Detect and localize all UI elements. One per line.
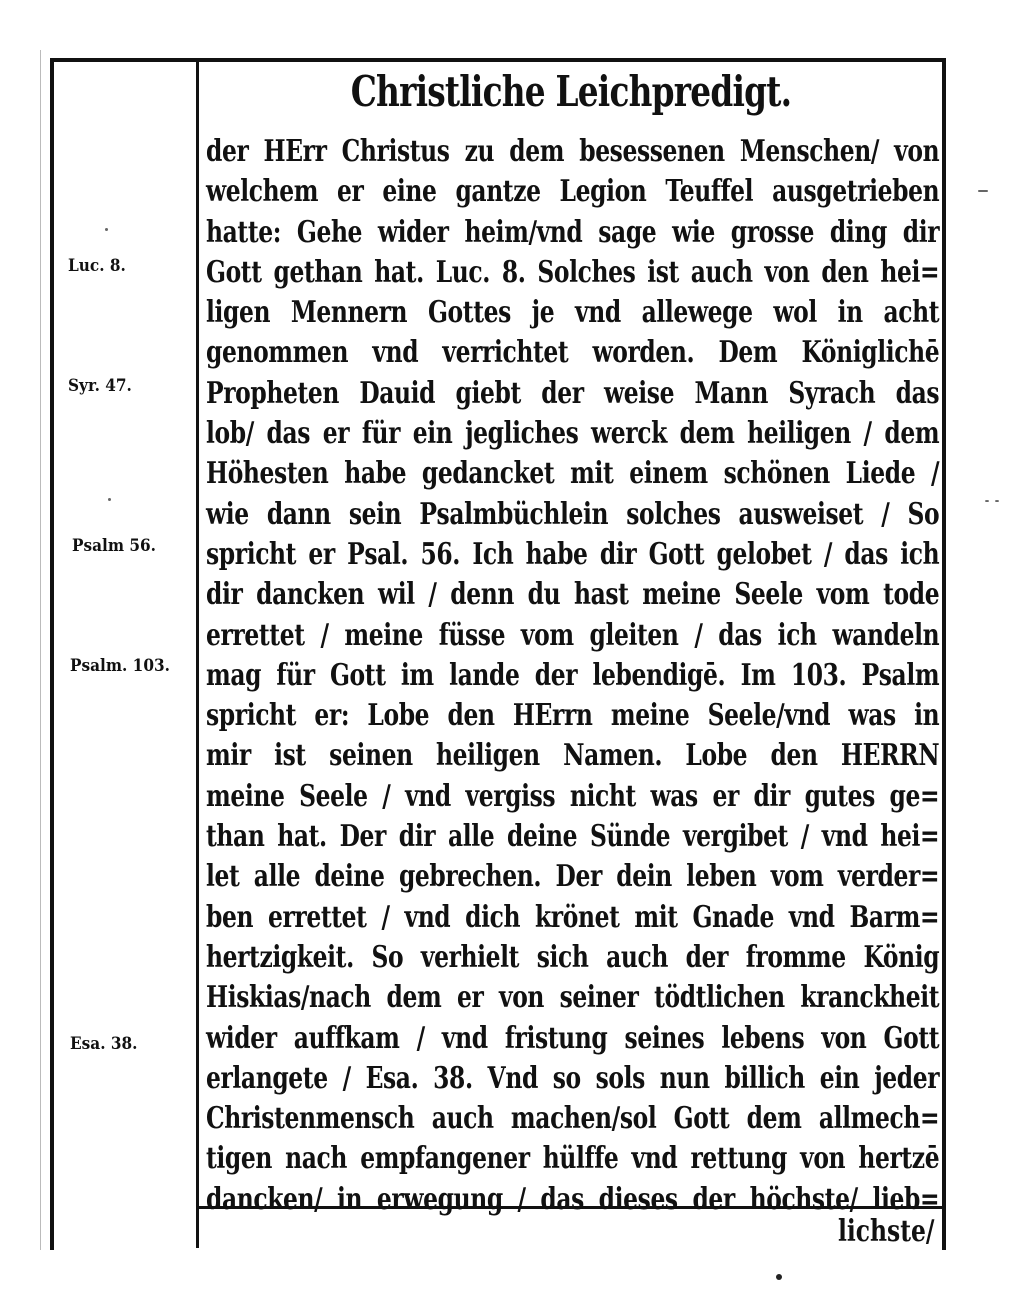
paper-speck	[985, 500, 989, 502]
body-line: hatte: Gehe wider heim/vnd sage wie grosse ding dir	[206, 214, 940, 250]
frame-rule-left	[50, 58, 54, 1250]
body-line: spricht er: Lobe den HErrn meine Seele/vnd was in	[206, 698, 940, 734]
body-line: let alle deine gebrechen. Der dein leben vom verder=	[206, 859, 940, 895]
body-line: genommen vnd verrichtet worden. Dem Königlichē	[206, 335, 940, 371]
body-line: mir ist seinen heiligen Namen. Lobe den HERRN	[206, 738, 940, 774]
body-line: wider auffkam / vnd fristung seines lebens von Gott	[206, 1020, 940, 1056]
paper-speck	[978, 190, 988, 192]
body-line: than hat. Der dir alle deine Sünde vergibet / vnd hei=	[206, 819, 940, 855]
margin-divider-rule	[196, 58, 199, 1248]
body-line: mag für Gott im lande der lebendigē. Im 103. Psalm	[206, 657, 940, 693]
catchword: lichste/	[838, 1214, 935, 1249]
paper-speck	[105, 228, 108, 231]
margin-note-psalm-103: Psalm. 103.	[70, 656, 170, 676]
body-line: dancken/ in erwegung / das dieses der höchste/ lieb=	[206, 1181, 940, 1217]
body-line: ben errettet / vnd dich krönet mit Gnade vnd Barm=	[206, 899, 940, 935]
body-line: Hiskias/nach dem er von seiner tödtlichen kranckheit	[206, 980, 940, 1016]
paper-speck	[776, 1274, 782, 1280]
body-line: lob/ das er für ein jegliches werck dem heiligen / dem	[206, 416, 940, 452]
body-line: ligen Mennern Gottes je vnd allewege wol in acht	[206, 295, 940, 331]
body-line: der HErr Christus zu dem besessenen Menschen/ von	[206, 134, 940, 169]
paper-speck	[108, 498, 111, 501]
body-line: Höhesten habe gedancket mit einem schönen Liede /	[206, 456, 940, 492]
body-line: erlangete / Esa. 38. Vnd so sols nun billich ein jeder	[206, 1060, 940, 1096]
body-line: dir dancken wil / denn du hast meine Seele vom tode	[206, 577, 940, 613]
margin-note-psalm-56: Psalm 56.	[72, 536, 156, 556]
margin-note-esa: Esa. 38.	[70, 1034, 138, 1054]
body-line: hertzigkeit. So verhielt sich auch der fromme König	[206, 939, 940, 975]
body-line: spricht er Psal. 56. Ich habe dir Gott gelobet / das ich	[206, 536, 940, 572]
page-edge	[40, 50, 41, 1250]
body-line: Christenmensch auch machen/sol Gott dem allmech=	[206, 1101, 940, 1137]
frame-rule-top	[50, 58, 946, 62]
margin-note-syr: Syr. 47.	[68, 376, 132, 396]
body-line: errettet / meine füsse vom gleiten / das ich wandeln	[206, 617, 940, 653]
body-line: Propheten Dauid giebt der weise Mann Syrach das	[206, 375, 940, 411]
paper-speck	[995, 500, 999, 502]
body-line: meine Seele / vnd vergiss nicht was er dir gutes ge=	[206, 778, 940, 814]
body-line: tigen nach empfangener hülffe vnd rettung von hertzē	[206, 1141, 940, 1177]
body-line: wie dann sein Psalmbüchlein solches ausweiset / So	[206, 496, 940, 532]
body-text	[206, 132, 946, 1220]
body-line: Gott gethan hat. Luc. 8. Solches ist auch von den hei=	[206, 254, 940, 290]
margin-note-luc: Luc. 8.	[68, 256, 126, 276]
body-line: welchem er eine gantze Legion Teuffel ausgetrieben	[206, 174, 940, 210]
running-head: Christliche Leichpredigt.	[350, 67, 792, 116]
